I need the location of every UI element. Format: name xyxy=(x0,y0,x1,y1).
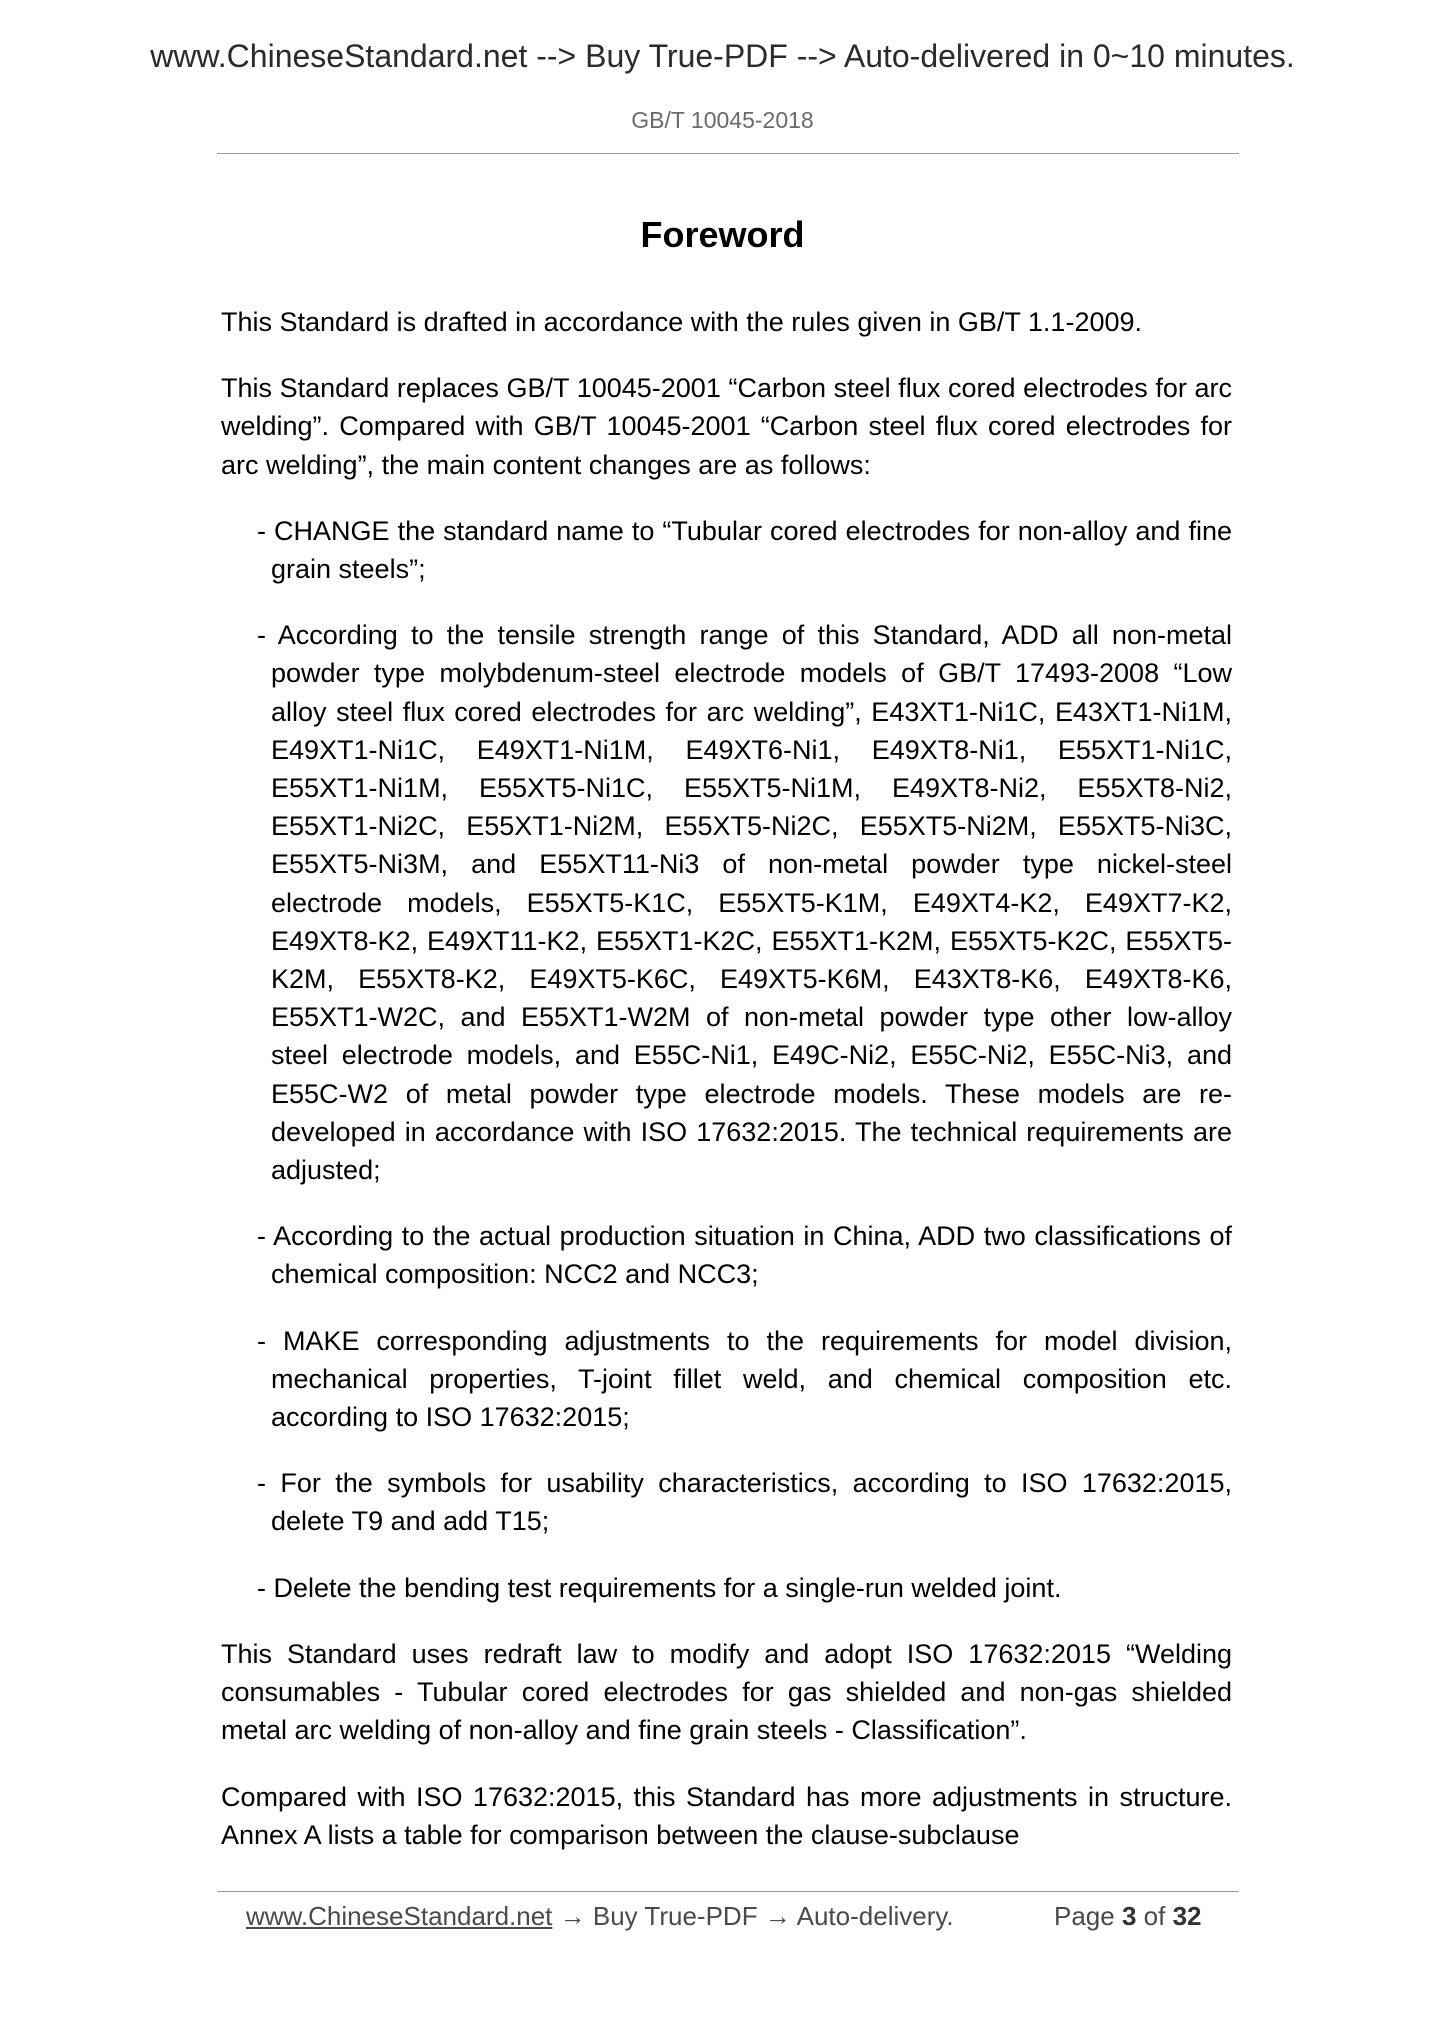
footer-delivery-text: Auto-delivery. xyxy=(796,1901,954,1931)
site-banner: www.ChineseStandard.net --> Buy True-PDF --> Auto-delivered in 0~10 minutes. xyxy=(150,38,1295,74)
footer-divider xyxy=(217,1891,1239,1892)
page-indicator xyxy=(1054,1901,1202,1932)
change-item-bending-test: - Delete the bending test requirements for a single-run welded joint. xyxy=(257,1572,1062,1603)
document-body xyxy=(221,303,1232,1854)
footer-promo xyxy=(246,1901,954,1932)
page-total: 32 xyxy=(1172,1901,1202,1931)
paragraph-drafting-rules: This Standard is drafted in accordance with the rules given in GB/T 1.1-2009. xyxy=(221,307,1143,337)
change-item-add-models: - According to the tensile strength range of this Standard, ADD all non-metal powder type molybdenum-steel electrode models of GB/T 17493-2008 “Low alloy steel flux cored electrodes for arc welding”, E43XT1-Ni1C, E43XT1-Ni1M, E49XT1-Ni1C, E49XT1-Ni1M, E49XT6-Ni1, E49XT8-Ni1, E55XT1-Ni1C, E55XT1-Ni1M, E55XT5-Ni1C, E55XT5-Ni1M, E49XT8-Ni2, E55XT8-Ni2, E55XT1-Ni2C, E55XT1-Ni2M, E55XT5-Ni2C, E55XT5-Ni2M, E55XT5-Ni3C, E55XT5-Ni3M, and E55XT11-Ni3 of non-metal powder type nickel-steel electrode models, E55XT5-K1C, E55XT5-K1M, E49XT4-K2, E49XT7-K2, E49XT8-K2, E49XT11-K2, E55XT1-K2C, E55XT1-K2M, E55XT5-K2C, E55XT5-K2M, E55XT8-K2, E49XT5-K6C, E49XT5-K6M, E43XT8-K6, E49XT8-K6, E55XT1-W2C, and E55XT1-W2M of non-metal powder type other low-alloy steel electrode models, and E55C-Ni1, E49C-Ni2, E55C-Ni2, E55C-Ni3, and E55C-W2 of metal powder type electrode models. These models are re-developed in accordance with ISO 17632:2015. The technical requirements are adjusted; xyxy=(257,620,1232,1186)
change-item-name: - CHANGE the standard name to “Tubular cored electrodes for non-alloy and fine grain steels”; xyxy=(257,515,1232,585)
page-label: Page xyxy=(1054,1901,1115,1931)
arrow-right-icon: → xyxy=(764,1901,791,1931)
change-item-add-classifications: - According to the actual production situation in China, ADD two classifications of chemical composition: NCC2 and NCC3; xyxy=(257,1221,1232,1290)
paragraph-replaces: This Standard replaces GB/T 10045-2001 “Carbon steel flux cored electrodes for arc welding”. Compared with GB/T 10045-2001 “Carbon steel flux cored electrodes for arc welding”, the main content changes are as follows: xyxy=(221,373,1232,480)
change-item-symbols: - For the symbols for usability characteristics, according to ISO 17632:2015, delete T9 and add T15; xyxy=(257,1468,1232,1537)
paragraph-adoption: This Standard uses redraft law to modify and adopt ISO 17632:2015 “Welding consumables - Tubular cored electrodes for gas shielded and non-gas shielded metal arc welding of non-alloy and fine grain steels - Classification”. xyxy=(221,1638,1232,1746)
page-title: Foreword xyxy=(640,214,805,255)
footer-site-link[interactable]: www.ChineseStandard.net xyxy=(246,1901,553,1931)
of-label: of xyxy=(1143,1901,1166,1931)
header-divider xyxy=(217,153,1239,154)
change-item-adjustments: - MAKE corresponding adjustments to the requirements for model division, mechanical properties, T-joint fillet weld, and chemical composition etc. according to ISO 17632:2015; xyxy=(257,1325,1232,1433)
paragraph-comparison: Compared with ISO 17632:2015, this Standard has more adjustments in structure. Annex A lists a table for comparison between the clause-subclause xyxy=(221,1781,1232,1850)
standard-code: GB/T 10045-2018 xyxy=(631,107,814,133)
page-number: 3 xyxy=(1121,1901,1137,1931)
footer-buy-text: Buy True-PDF xyxy=(592,1901,758,1931)
arrow-right-icon: → xyxy=(559,1901,586,1931)
